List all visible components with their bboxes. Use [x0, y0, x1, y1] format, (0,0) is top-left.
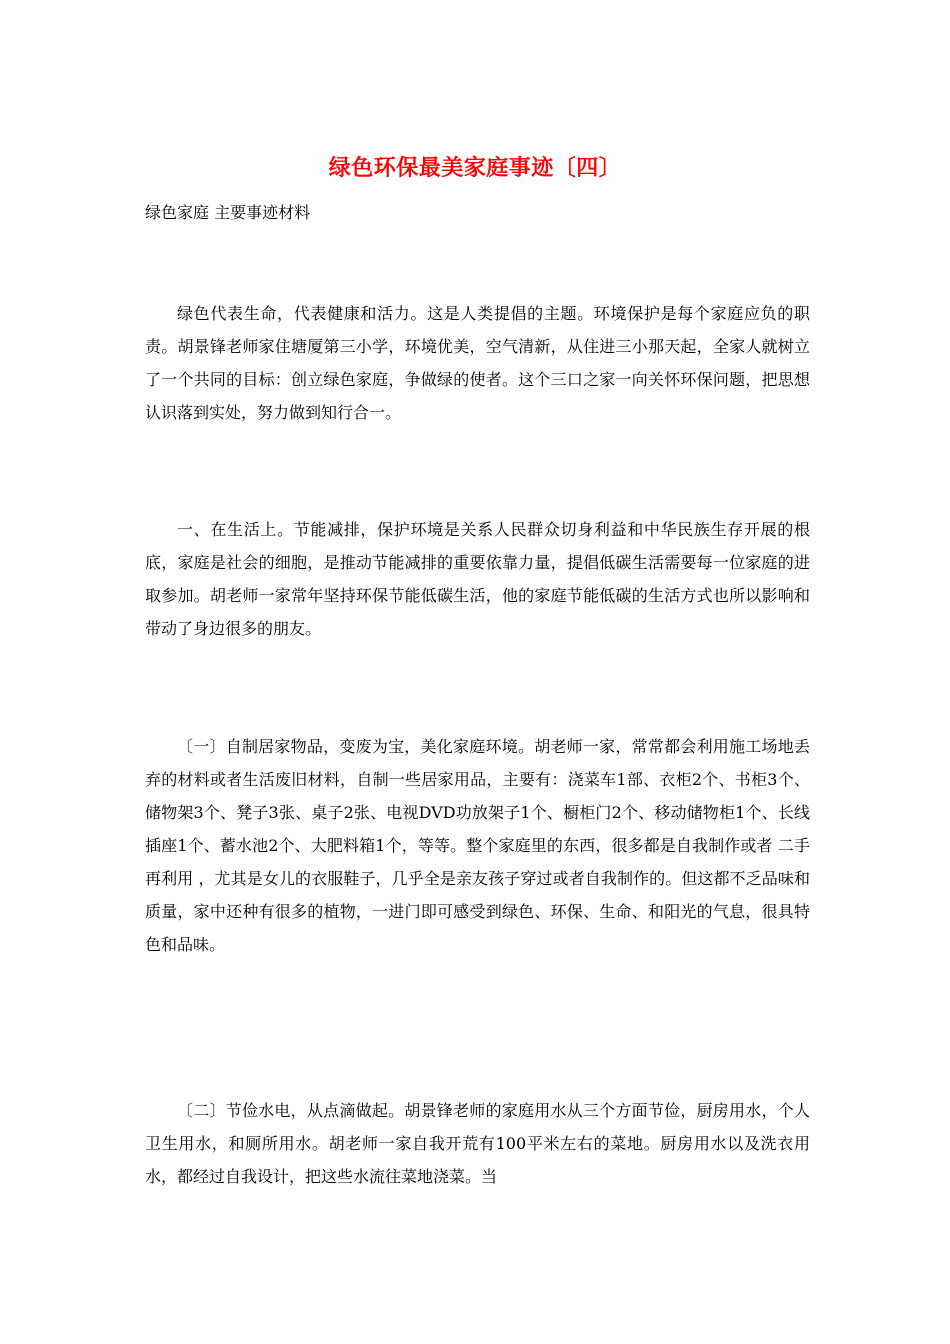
paragraph-section-1: 一、在生活上。节能减排，保护环境是关系人民群众切身利益和中华民族生存开展的根底，家庭是社会的细胞，是推动节能减排的重要依靠力量，提倡低碳生活需要每一位家庭的进取参加。胡老师一家常年坚持环保节能低碳生活，他的家庭节能低碳的生活方式也所以影响和带动了身边很多的朋友。: [145, 520, 810, 638]
paragraph-intro: 绿色代表生命，代表健康和活力。这是人类提倡的主题。环境保护是每个家庭应负的职责。胡景锋老师家住塘厦第三小学，环境优美，空气清新，从住进三小那天起，全家人就树立了一个共同的目标：创立绿色家庭，争做绿的使者。这个三口之家一向关怀环保问题，把思想认识落到实处，努力做到知行合一。: [145, 304, 810, 422]
document-subtitle: 绿色家庭 主要事迹材料: [145, 203, 311, 222]
document-title: 绿色环保最美家庭事迹〔四〕: [328, 155, 622, 181]
paragraph-subsection-2: 〔二〕节俭水电，从点滴做起。胡景锋老师的家庭用水从三个方面节俭，厨房用水，个人卫生用水，和厕所用水。胡老师一家自我开荒有100平米左右的菜地。厨房用水以及洗衣用水，都经过自我设计，把这些水流往菜地浇菜。当: [145, 1101, 810, 1186]
paragraph-subsection-1: 〔一〕自制居家物品，变废为宝，美化家庭环境。胡老师一家，常常都会利用施工场地丢弃的材料或者生活废旧材料，自制一些居家用品，主要有：浇菜车1部、衣柜2个、书柜3个、储物架3个、凳子3张、桌子2张、电视DVD功放架子1个、橱柜门2个、移动储物柜1个、长线插座1个、蓄水池2个、大肥料箱1个，等等。整个家庭里的东西，很多都是自我制作或者 二手再利用 ，尤其是女儿的衣服鞋子，几乎全是亲友孩子穿过或者自我制作的。但这都不乏品味和质量，家中还种有很多的植物，一进门即可感受到绿色、环保、生命、和阳光的气息，很具特色和品味。: [145, 737, 810, 954]
